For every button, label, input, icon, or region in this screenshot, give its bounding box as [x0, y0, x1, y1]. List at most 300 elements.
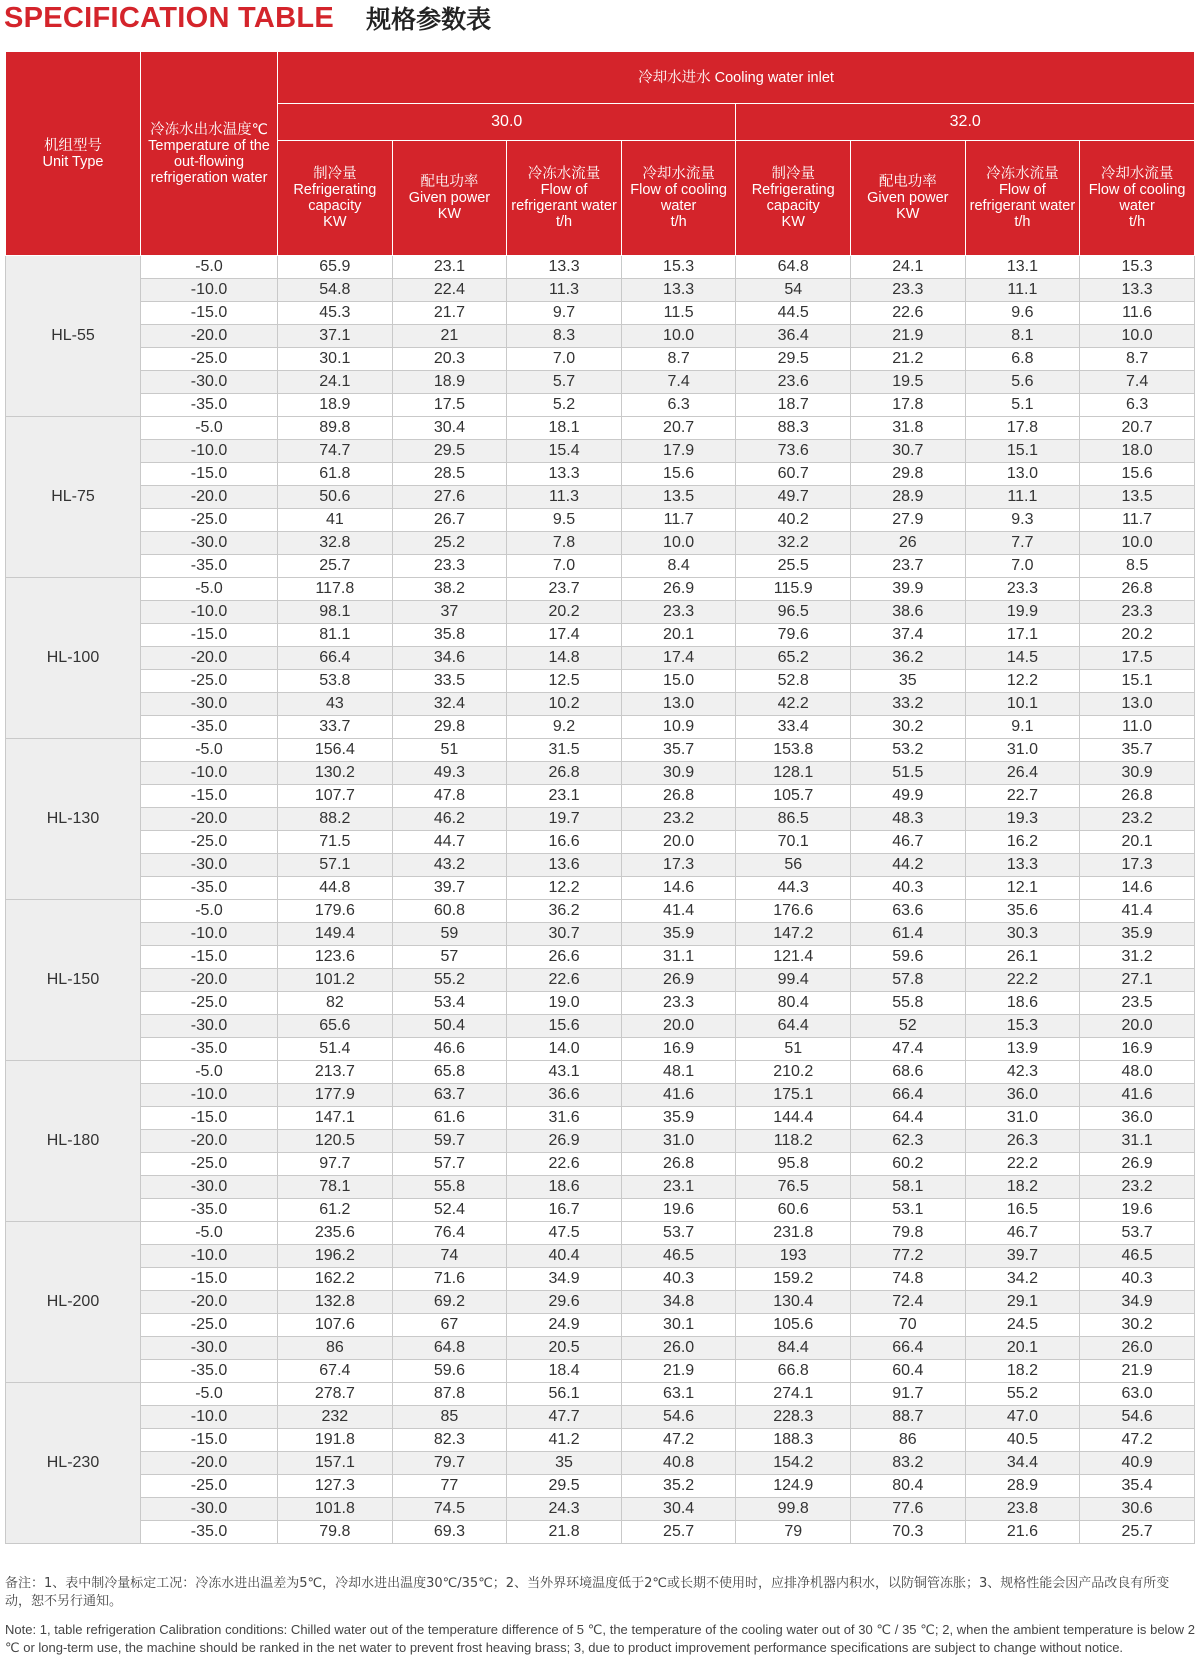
- value-cell: 58.1: [851, 1176, 966, 1199]
- value-cell: 107.6: [278, 1314, 393, 1337]
- table-row: [6, 394, 1195, 417]
- value-cell: 24.1: [851, 256, 966, 279]
- temperature-cell: -35.0: [140, 394, 277, 417]
- temperature-cell: -30.0: [140, 854, 277, 877]
- value-cell: 77.6: [851, 1498, 966, 1521]
- temperature-cell: -20.0: [140, 1452, 277, 1475]
- value-cell: 59.6: [851, 946, 966, 969]
- value-cell: 144.4: [736, 1107, 851, 1130]
- value-cell: 13.0: [965, 463, 1080, 486]
- value-cell: 35.8: [392, 624, 507, 647]
- col-header-cn: 冷却水流量: [1100, 166, 1174, 182]
- value-cell: 15.1: [965, 440, 1080, 463]
- value-cell: 12.2: [507, 877, 622, 900]
- value-cell: 35.7: [1080, 739, 1195, 762]
- value-cell: 177.9: [278, 1084, 393, 1107]
- value-cell: 15.6: [621, 463, 736, 486]
- table-row: [6, 1360, 1195, 1383]
- value-cell: 21.8: [507, 1521, 622, 1544]
- value-cell: 76.5: [736, 1176, 851, 1199]
- value-cell: 96.5: [736, 601, 851, 624]
- value-cell: 30.7: [507, 923, 622, 946]
- value-cell: 29.8: [392, 716, 507, 739]
- value-cell: 22.4: [392, 279, 507, 302]
- value-cell: 42.3: [965, 1061, 1080, 1084]
- header-temperature: [140, 52, 277, 256]
- value-cell: 22.7: [965, 785, 1080, 808]
- value-cell: 23.2: [1080, 1176, 1195, 1199]
- col-header-group-32-3: [1080, 141, 1195, 256]
- value-cell: 20.1: [1080, 831, 1195, 854]
- col-header-en: Given power: [408, 190, 491, 206]
- col-header-group-32-2: [965, 141, 1080, 256]
- value-cell: 66.4: [851, 1084, 966, 1107]
- value-cell: 85: [392, 1406, 507, 1429]
- value-cell: 33.2: [851, 693, 966, 716]
- value-cell: 13.5: [621, 486, 736, 509]
- temperature-cell: -15.0: [140, 1429, 277, 1452]
- value-cell: 56: [736, 854, 851, 877]
- value-cell: 23.8: [965, 1498, 1080, 1521]
- value-cell: 10.0: [621, 532, 736, 555]
- temperature-cell: -35.0: [140, 877, 277, 900]
- specification-table: [5, 51, 1195, 1544]
- header-unit-type-cn: 机组型号: [43, 137, 102, 154]
- value-cell: 39.7: [392, 877, 507, 900]
- temperature-cell: -30.0: [140, 1498, 277, 1521]
- value-cell: 28.9: [851, 486, 966, 509]
- value-cell: 46.2: [392, 808, 507, 831]
- col-header-cn: 配电功率: [878, 174, 937, 190]
- value-cell: 13.3: [965, 854, 1080, 877]
- temperature-cell: -35.0: [140, 716, 277, 739]
- value-cell: 15.6: [1080, 463, 1195, 486]
- value-cell: 26.8: [621, 1153, 736, 1176]
- value-cell: 14.5: [965, 647, 1080, 670]
- value-cell: 14.6: [621, 877, 736, 900]
- value-cell: 20.2: [1080, 624, 1195, 647]
- temperature-cell: -10.0: [140, 762, 277, 785]
- value-cell: 12.2: [965, 670, 1080, 693]
- temperature-cell: -15.0: [140, 302, 277, 325]
- temperature-cell: -35.0: [140, 1199, 277, 1222]
- note-english: Note: 1, table refrigeration Calibration conditions: Chilled water out of the temperature difference of 5 ℃, the temperature of the cooling water out of 30 ℃ / 35 ℃; 2, when the ambient temperature is below 2 ℃ or long-term use, the machine should be ranked in the net water to prevent frost heaving brass; 3, due to product improvement performance specifications are subject to change without notice.: [5, 1622, 1195, 1655]
- value-cell: 26.1: [965, 946, 1080, 969]
- value-cell: 26: [851, 532, 966, 555]
- table-row: [6, 1406, 1195, 1429]
- temperature-cell: -25.0: [140, 509, 277, 532]
- value-cell: 79.8: [278, 1521, 393, 1544]
- value-cell: 60.6: [736, 1199, 851, 1222]
- value-cell: 35.4: [1080, 1475, 1195, 1498]
- value-cell: 9.5: [507, 509, 622, 532]
- value-cell: 59.7: [392, 1130, 507, 1153]
- value-cell: 19.9: [965, 601, 1080, 624]
- table-row: [6, 1153, 1195, 1176]
- value-cell: 26.0: [621, 1337, 736, 1360]
- value-cell: 26.8: [1080, 785, 1195, 808]
- value-cell: 18.1: [507, 417, 622, 440]
- value-cell: 60.2: [851, 1153, 966, 1176]
- temperature-cell: -30.0: [140, 693, 277, 716]
- value-cell: 31.2: [1080, 946, 1195, 969]
- value-cell: 123.6: [278, 946, 393, 969]
- value-cell: 31.0: [621, 1130, 736, 1153]
- value-cell: 74: [392, 1245, 507, 1268]
- value-cell: 99.4: [736, 969, 851, 992]
- value-cell: 13.3: [507, 463, 622, 486]
- value-cell: 30.2: [1080, 1314, 1195, 1337]
- value-cell: 28.9: [965, 1475, 1080, 1498]
- value-cell: 17.3: [1080, 854, 1195, 877]
- value-cell: 107.7: [278, 785, 393, 808]
- value-cell: 88.7: [851, 1406, 966, 1429]
- temperature-cell: -5.0: [140, 256, 277, 279]
- value-cell: 8.5: [1080, 555, 1195, 578]
- value-cell: 14.0: [507, 1038, 622, 1061]
- value-cell: 49.9: [851, 785, 966, 808]
- value-cell: 50.6: [278, 486, 393, 509]
- value-cell: 23.2: [1080, 808, 1195, 831]
- value-cell: 35.7: [621, 739, 736, 762]
- table-row: [6, 1107, 1195, 1130]
- value-cell: 35.9: [1080, 923, 1195, 946]
- value-cell: 7.7: [965, 532, 1080, 555]
- value-cell: 79.7: [392, 1452, 507, 1475]
- value-cell: 15.3: [1080, 256, 1195, 279]
- value-cell: 41.6: [1080, 1084, 1195, 1107]
- value-cell: 63.7: [392, 1084, 507, 1107]
- value-cell: 43: [278, 693, 393, 716]
- value-cell: 54.8: [278, 279, 393, 302]
- value-cell: 15.3: [621, 256, 736, 279]
- model-cell: HL-75: [6, 417, 141, 578]
- value-cell: 22.2: [965, 1153, 1080, 1176]
- value-cell: 88.2: [278, 808, 393, 831]
- value-cell: 23.3: [965, 578, 1080, 601]
- table-row: [6, 555, 1195, 578]
- value-cell: 188.3: [736, 1429, 851, 1452]
- value-cell: 235.6: [278, 1222, 393, 1245]
- value-cell: 31.0: [965, 739, 1080, 762]
- value-cell: 30.9: [621, 762, 736, 785]
- value-cell: 41.2: [507, 1429, 622, 1452]
- value-cell: 24.1: [278, 371, 393, 394]
- value-cell: 23.3: [851, 279, 966, 302]
- col-header-cn: 冷冻水流量: [527, 166, 601, 182]
- temperature-cell: -5.0: [140, 1222, 277, 1245]
- value-cell: 23.3: [621, 992, 736, 1015]
- value-cell: 66.4: [278, 647, 393, 670]
- value-cell: 274.1: [736, 1383, 851, 1406]
- value-cell: 36.6: [507, 1084, 622, 1107]
- value-cell: 86: [851, 1429, 966, 1452]
- value-cell: 21.2: [851, 348, 966, 371]
- value-cell: 20.1: [621, 624, 736, 647]
- value-cell: 54: [736, 279, 851, 302]
- value-cell: 63.1: [621, 1383, 736, 1406]
- col-header-group-32-1: [851, 141, 966, 256]
- value-cell: 31.8: [851, 417, 966, 440]
- table-row: [6, 992, 1195, 1015]
- col-header-unit: KW: [437, 206, 462, 222]
- table-row: [6, 1199, 1195, 1222]
- value-cell: 11.1: [965, 279, 1080, 302]
- temperature-cell: -10.0: [140, 601, 277, 624]
- temperature-cell: -10.0: [140, 1245, 277, 1268]
- value-cell: 57.7: [392, 1153, 507, 1176]
- value-cell: 19.0: [507, 992, 622, 1015]
- value-cell: 53.1: [851, 1199, 966, 1222]
- col-header-en: Flow of cooling water: [1088, 182, 1186, 214]
- table-row: [6, 1245, 1195, 1268]
- value-cell: 21.9: [1080, 1360, 1195, 1383]
- col-header-cn: 制冷量: [313, 166, 357, 182]
- temperature-cell: -20.0: [140, 486, 277, 509]
- value-cell: 53.7: [621, 1222, 736, 1245]
- value-cell: 71.5: [278, 831, 393, 854]
- value-cell: 8.7: [1080, 348, 1195, 371]
- value-cell: 20.1: [965, 1337, 1080, 1360]
- value-cell: 26.3: [965, 1130, 1080, 1153]
- value-cell: 74.5: [392, 1498, 507, 1521]
- value-cell: 18.9: [278, 394, 393, 417]
- value-cell: 32.4: [392, 693, 507, 716]
- value-cell: 13.0: [1080, 693, 1195, 716]
- table-row: [6, 302, 1195, 325]
- temperature-cell: -30.0: [140, 1337, 277, 1360]
- value-cell: 59: [392, 923, 507, 946]
- value-cell: 98.1: [278, 601, 393, 624]
- value-cell: 40.5: [965, 1429, 1080, 1452]
- value-cell: 20.7: [1080, 417, 1195, 440]
- value-cell: 65.8: [392, 1061, 507, 1084]
- col-header-en: Refrigerating capacity: [751, 182, 835, 214]
- value-cell: 63.0: [1080, 1383, 1195, 1406]
- value-cell: 25.7: [278, 555, 393, 578]
- value-cell: 17.5: [392, 394, 507, 417]
- value-cell: 10.0: [1080, 325, 1195, 348]
- value-cell: 65.6: [278, 1015, 393, 1038]
- value-cell: 175.1: [736, 1084, 851, 1107]
- value-cell: 132.8: [278, 1291, 393, 1314]
- header-temperature-en: Temperature of the out-flowing refrigeration water: [148, 137, 270, 186]
- value-cell: 64.8: [736, 256, 851, 279]
- temperature-cell: -30.0: [140, 532, 277, 555]
- value-cell: 55.8: [851, 992, 966, 1015]
- value-cell: 44.7: [392, 831, 507, 854]
- table-row: [6, 256, 1195, 279]
- value-cell: 115.9: [736, 578, 851, 601]
- col-header-unit: t/h: [670, 214, 687, 230]
- value-cell: 48.1: [621, 1061, 736, 1084]
- value-cell: 120.5: [278, 1130, 393, 1153]
- value-cell: 117.8: [278, 578, 393, 601]
- value-cell: 53.7: [1080, 1222, 1195, 1245]
- temperature-cell: -15.0: [140, 1107, 277, 1130]
- value-cell: 10.0: [1080, 532, 1195, 555]
- value-cell: 34.2: [965, 1268, 1080, 1291]
- table-row: [6, 762, 1195, 785]
- temperature-cell: -5.0: [140, 1061, 277, 1084]
- table-row: [6, 1268, 1195, 1291]
- value-cell: 39.7: [965, 1245, 1080, 1268]
- col-header-en: Flow of cooling water: [630, 182, 727, 214]
- value-cell: 11.1: [965, 486, 1080, 509]
- value-cell: 35: [851, 670, 966, 693]
- table-row: [6, 1498, 1195, 1521]
- value-cell: 20.0: [621, 831, 736, 854]
- value-cell: 50.4: [392, 1015, 507, 1038]
- value-cell: 86: [278, 1337, 393, 1360]
- value-cell: 57: [392, 946, 507, 969]
- value-cell: 74.7: [278, 440, 393, 463]
- value-cell: 11.7: [621, 509, 736, 532]
- model-cell: HL-100: [6, 578, 141, 739]
- value-cell: 51: [736, 1038, 851, 1061]
- table-row: [6, 624, 1195, 647]
- value-cell: 18.2: [965, 1176, 1080, 1199]
- value-cell: 21.9: [851, 325, 966, 348]
- value-cell: 47.8: [392, 785, 507, 808]
- value-cell: 43.2: [392, 854, 507, 877]
- value-cell: 30.6: [1080, 1498, 1195, 1521]
- temperature-cell: -10.0: [140, 440, 277, 463]
- value-cell: 40.3: [851, 877, 966, 900]
- value-cell: 61.2: [278, 1199, 393, 1222]
- value-cell: 15.1: [1080, 670, 1195, 693]
- value-cell: 196.2: [278, 1245, 393, 1268]
- value-cell: 7.8: [507, 532, 622, 555]
- temperature-cell: -25.0: [140, 992, 277, 1015]
- value-cell: 278.7: [278, 1383, 393, 1406]
- value-cell: 43.1: [507, 1061, 622, 1084]
- value-cell: 48.3: [851, 808, 966, 831]
- value-cell: 18.9: [392, 371, 507, 394]
- value-cell: 12.1: [965, 877, 1080, 900]
- value-cell: 10.1: [965, 693, 1080, 716]
- value-cell: 127.3: [278, 1475, 393, 1498]
- value-cell: 7.0: [507, 555, 622, 578]
- value-cell: 31.1: [1080, 1130, 1195, 1153]
- model-cell: HL-55: [6, 256, 141, 417]
- value-cell: 153.8: [736, 739, 851, 762]
- header-group-30: 30.0: [278, 104, 736, 141]
- temperature-cell: -30.0: [140, 1015, 277, 1038]
- value-cell: 121.4: [736, 946, 851, 969]
- value-cell: 105.7: [736, 785, 851, 808]
- value-cell: 26.9: [621, 578, 736, 601]
- value-cell: 31.0: [965, 1107, 1080, 1130]
- value-cell: 56.1: [507, 1383, 622, 1406]
- value-cell: 30.3: [965, 923, 1080, 946]
- value-cell: 9.1: [965, 716, 1080, 739]
- temperature-cell: -15.0: [140, 463, 277, 486]
- value-cell: 33.4: [736, 716, 851, 739]
- temperature-cell: -25.0: [140, 348, 277, 371]
- value-cell: 71.6: [392, 1268, 507, 1291]
- value-cell: 19.6: [621, 1199, 736, 1222]
- value-cell: 57.1: [278, 854, 393, 877]
- value-cell: 52: [851, 1015, 966, 1038]
- value-cell: 11.5: [621, 302, 736, 325]
- value-cell: 87.8: [392, 1383, 507, 1406]
- value-cell: 54.6: [1080, 1406, 1195, 1429]
- table-row: [6, 509, 1195, 532]
- value-cell: 51.5: [851, 762, 966, 785]
- table-row: [6, 440, 1195, 463]
- value-cell: 46.7: [851, 831, 966, 854]
- value-cell: 37: [392, 601, 507, 624]
- value-cell: 40.3: [1080, 1268, 1195, 1291]
- value-cell: 68.6: [851, 1061, 966, 1084]
- value-cell: 40.8: [621, 1452, 736, 1475]
- value-cell: 55.8: [392, 1176, 507, 1199]
- table-row: [6, 1176, 1195, 1199]
- table-row: [6, 1015, 1195, 1038]
- col-header-cn: 冷却水流量: [642, 166, 715, 182]
- value-cell: 5.1: [965, 394, 1080, 417]
- col-header-en: Given power: [867, 190, 949, 206]
- table-row: [6, 854, 1195, 877]
- value-cell: 22.6: [507, 1153, 622, 1176]
- value-cell: 26.9: [507, 1130, 622, 1153]
- table-row: [6, 900, 1195, 923]
- value-cell: 13.1: [965, 256, 1080, 279]
- value-cell: 52.4: [392, 1199, 507, 1222]
- value-cell: 44.5: [736, 302, 851, 325]
- value-cell: 29.6: [507, 1291, 622, 1314]
- value-cell: 45.3: [278, 302, 393, 325]
- value-cell: 16.9: [621, 1038, 736, 1061]
- value-cell: 6.3: [621, 394, 736, 417]
- temperature-cell: -15.0: [140, 624, 277, 647]
- value-cell: 36.0: [1080, 1107, 1195, 1130]
- value-cell: 232: [278, 1406, 393, 1429]
- value-cell: 5.6: [965, 371, 1080, 394]
- table-row: [6, 417, 1195, 440]
- value-cell: 63.6: [851, 900, 966, 923]
- value-cell: 10.9: [621, 716, 736, 739]
- value-cell: 29.5: [736, 348, 851, 371]
- value-cell: 61.6: [392, 1107, 507, 1130]
- value-cell: 46.5: [1080, 1245, 1195, 1268]
- value-cell: 17.5: [1080, 647, 1195, 670]
- value-cell: 30.1: [278, 348, 393, 371]
- value-cell: 23.6: [736, 371, 851, 394]
- value-cell: 67: [392, 1314, 507, 1337]
- header-temperature-cn: 冷冻水出水温度℃: [150, 121, 268, 138]
- value-cell: 46.5: [621, 1245, 736, 1268]
- value-cell: 9.6: [965, 302, 1080, 325]
- value-cell: 213.7: [278, 1061, 393, 1084]
- value-cell: 59.6: [392, 1360, 507, 1383]
- temperature-cell: -25.0: [140, 1314, 277, 1337]
- value-cell: 30.4: [392, 417, 507, 440]
- value-cell: 70.3: [851, 1521, 966, 1544]
- value-cell: 72.4: [851, 1291, 966, 1314]
- table-row: [6, 1222, 1195, 1245]
- value-cell: 84.4: [736, 1337, 851, 1360]
- table-row: [6, 348, 1195, 371]
- value-cell: 191.8: [278, 1429, 393, 1452]
- header-group-32: 32.0: [736, 104, 1195, 141]
- header-cooling-water-inlet: 冷却水进水 Cooling water inlet: [278, 52, 1195, 104]
- value-cell: 40.9: [1080, 1452, 1195, 1475]
- value-cell: 34.6: [392, 647, 507, 670]
- value-cell: 130.2: [278, 762, 393, 785]
- value-cell: 20.2: [507, 601, 622, 624]
